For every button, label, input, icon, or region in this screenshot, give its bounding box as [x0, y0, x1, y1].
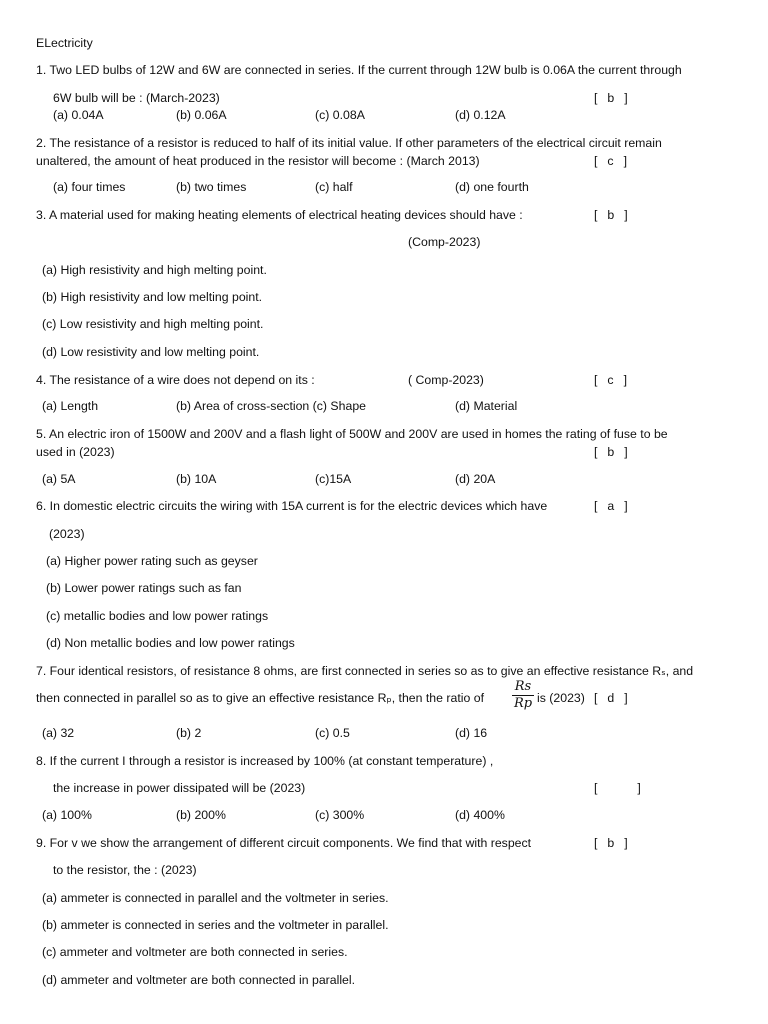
question-7-text: 7. Four identical resistors, of resistance 8 ohms, are first connected in series so as to give an effective resistance Rₛ, and: [36, 664, 694, 678]
answer-letter: b: [607, 836, 615, 850]
option-c: (c)15A: [315, 472, 352, 486]
ratio-fraction: [512, 680, 534, 711]
option-c: (c) 0.5: [315, 726, 350, 740]
question-3-text: 3. A material used for making heating elements of electrical heating devices should have :: [36, 208, 523, 222]
option-d: (d) Low resistivity and low melting point.: [42, 345, 260, 359]
option-b: (b) two times: [176, 180, 247, 194]
question-9-answer: [ b ]: [594, 836, 628, 850]
option-a: (a) 32: [42, 726, 75, 740]
option-c: (c) metallic bodies and low power ratings: [46, 609, 269, 623]
option-b: (b) 10A: [176, 472, 217, 486]
question-1-answer: [ b ]: [594, 91, 628, 105]
question-5-text: 5. An electric iron of 1500W and 200V and a flash light of 500W and 200V are used in homes the rating of fuse to be: [36, 427, 668, 441]
question-7-answer: [ d ]: [594, 691, 628, 705]
question-2-text-cont: unaltered, the amount of heat produced in the resistor will become : (March 2013): [36, 154, 480, 168]
option-c: (c) ammeter and voltmeter are both connected in series.: [42, 945, 348, 959]
question-6-source: (2023): [49, 527, 85, 541]
option-b: (b) 200%: [176, 808, 226, 822]
option-d: (d) Non metallic bodies and low power ratings: [46, 636, 295, 650]
option-b: (b) ammeter is connected in series and the voltmeter in parallel.: [42, 918, 389, 932]
option-d: (d) ammeter and voltmeter are both connected in parallel.: [42, 973, 356, 987]
question-7-source: is (2023): [537, 691, 585, 705]
answer-letter: b: [607, 208, 615, 222]
question-1-text: 1. Two LED bulbs of 12W and 6W are connected in series. If the current through 12W bulb is 0.06A the current through: [36, 63, 682, 77]
option-a: (a) ammeter is connected in parallel and the voltmeter in series.: [42, 891, 389, 905]
question-9-text-cont: to the resistor, the : (2023): [53, 863, 197, 877]
question-8-text: 8. If the current I through a resistor is increased by 100% (at constant temperature) ,: [36, 754, 494, 768]
question-4-source: ( Comp-2023): [408, 373, 484, 387]
option-c: (c) 0.08A: [315, 108, 365, 122]
option-a: (a) 0.04A: [53, 108, 104, 122]
question-2-text: 2. The resistance of a resistor is reduced to half of its initial value. If other parameters of the electrical circuit remain: [36, 136, 662, 150]
option-c: (c) half: [315, 180, 353, 194]
option-a: (a) Length: [42, 399, 99, 413]
question-5-answer: [ b ]: [594, 445, 628, 459]
option-b: (b) High resistivity and low melting point.: [42, 290, 263, 304]
page-title: ELectricity: [36, 36, 93, 50]
question-6-answer: [ a ]: [594, 499, 628, 513]
option-d: (d) 20A: [455, 472, 496, 486]
answer-letter: b: [607, 445, 615, 459]
question-1-text-cont: 6W bulb will be : (March-2023): [53, 91, 220, 105]
option-d: (d) 400%: [455, 808, 505, 822]
question-4-text: 4. The resistance of a wire does not depend on its :: [36, 373, 315, 387]
option-a: (a) 5A: [42, 472, 76, 486]
option-a: (a) High resistivity and high melting point.: [42, 263, 267, 277]
question-7-text-cont: then connected in parallel so as to give an effective resistance Rₚ, then the ratio of: [36, 691, 484, 705]
question-8-text-cont: the increase in power dissipated will be (2023): [53, 781, 306, 795]
answer-letter: b: [607, 91, 615, 105]
option-d: (d) Material: [455, 399, 518, 413]
option-a: (a) four times: [53, 180, 126, 194]
option-d: (d) one fourth: [455, 180, 529, 194]
question-3-answer: [ b ]: [594, 208, 628, 222]
option-b: (b) Lower power ratings such as fan: [46, 581, 242, 595]
option-b-c: (b) Area of cross-section (c) Shape: [176, 399, 366, 413]
question-8-answer: [ ]: [594, 781, 641, 795]
question-3-source: (Comp-2023): [408, 235, 481, 249]
option-b: (b) 0.06A: [176, 108, 227, 122]
question-6-text: 6. In domestic electric circuits the wiring with 15A current is for the electric devices which have: [36, 499, 548, 513]
question-5-text-cont: used in (2023): [36, 445, 115, 459]
fraction-numerator: Rs: [514, 679, 532, 694]
option-c: (c) Low resistivity and high melting point.: [42, 317, 264, 331]
option-d: (d) 16: [455, 726, 488, 740]
answer-letter: c: [607, 154, 614, 168]
answer-letter: a: [607, 499, 615, 513]
option-b: (b) 2: [176, 726, 202, 740]
question-4-answer: [ c ]: [594, 373, 627, 387]
option-a: (a) Higher power rating such as geyser: [46, 554, 258, 568]
question-2-answer: [ c ]: [594, 154, 627, 168]
option-a: (a) 100%: [42, 808, 92, 822]
option-d: (d) 0.12A: [455, 108, 506, 122]
fraction-denominator: Rp: [513, 696, 533, 711]
answer-letter: d: [607, 691, 615, 705]
question-9-text: 9. For v we show the arrangement of different circuit components. We find that with respect: [36, 836, 532, 850]
option-c: (c) 300%: [315, 808, 365, 822]
answer-letter: c: [607, 373, 614, 387]
